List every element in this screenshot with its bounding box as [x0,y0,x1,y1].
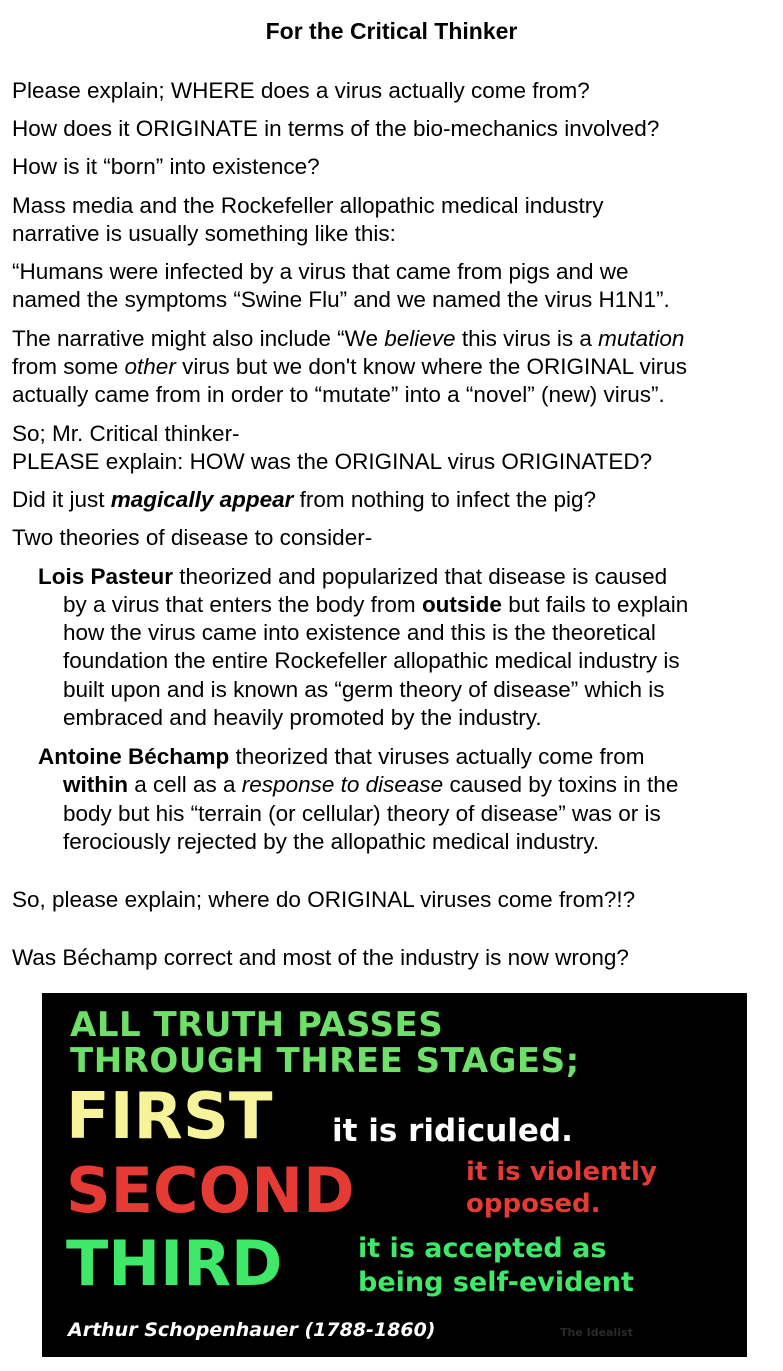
poster-third-desc-1: it is accepted as [358,1233,607,1264]
mass-media-line-2: narrative is usually something like this: [12,221,396,246]
narrative-mutation-line-1: The narrative might also include “We believe this virus is a mutation [12,326,685,351]
bechamp-line-2: within a cell as a response to disease caused by toxins in the [63,772,679,797]
poster-line-1: ALL TRUTH PASSES [70,1005,444,1045]
poster-author: Arthur Schopenhauer (1788-1860) [68,1319,436,1341]
narrative-quote-line-1: “Humans were infected by a virus that came from pigs and we [12,259,629,284]
pasteur-line-1: Lois Pasteur theorized and popularized that disease is caused [38,564,668,589]
poster-first: FIRST [66,1080,273,1154]
poster-line-2: THROUGH THREE STAGES; [70,1041,580,1081]
poster-first-desc: it is ridiculed. [332,1113,573,1149]
pasteur-line-4: foundation the entire Rockefeller allopathic medical industry is [63,648,680,673]
mass-media-line-1: Mass media and the Rockefeller allopathic medical industry [12,193,604,218]
narrative-mutation-line-3: actually came from in order to “mutate” into a “novel” (new) virus”. [12,382,665,407]
page-title: For the Critical Thinker [265,18,518,44]
schopenhauer-quote-poster [42,993,747,1357]
poster-watermark: The Idealist [560,1326,633,1339]
closing-question-1: So, please explain; where do ORIGINAL viruses come from?!? [12,887,636,912]
pasteur-line-3: how the virus came into existence and this is the theoretical [63,620,656,645]
pasteur-line-2: by a virus that enters the body from outside but fails to explain [63,592,689,617]
pasteur-line-6: embraced and heavily promoted by the industry. [63,705,542,730]
poster-second-desc-1: it is violently [466,1157,657,1187]
poster-second: SECOND [66,1154,355,1227]
pasteur-line-5: built upon and is known as “germ theory of disease” which is [63,677,665,702]
narrative-mutation-line-2: from some other virus but we don't know where the ORIGINAL virus [12,354,687,379]
original-virus-question: PLEASE explain: HOW was the ORIGINAL virus ORIGINATED? [12,449,653,474]
narrative-quote-line-2: named the symptoms “Swine Flu” and we named the virus H1N1”. [12,287,670,312]
bechamp-line-4: ferociously rejected by the allopathic medical industry. [63,829,600,854]
poster-third: THIRD [66,1227,283,1300]
two-theories-heading: Two theories of disease to consider- [12,525,373,550]
critical-thinker-line: So; Mr. Critical thinker- [12,421,240,446]
question-originate: How does it ORIGINATE in terms of the bio-mechanics involved? [12,116,660,141]
poster-third-desc-2: being self-evident [358,1267,634,1298]
closing-question-2: Was Béchamp correct and most of the industry is now wrong? [12,945,629,970]
bechamp-line-3: body but his “terrain (or cellular) theory of disease” was or is [63,801,661,826]
question-born: How is it “born” into existence? [12,154,320,179]
poster-second-desc-2: opposed. [466,1189,601,1219]
magically-appear-question: Did it just magically appear from nothing to infect the pig? [12,487,597,512]
bechamp-line-1: Antoine Béchamp theorized that viruses actually come from [38,744,645,769]
question-where: Please explain; WHERE does a virus actually come from? [12,78,590,103]
